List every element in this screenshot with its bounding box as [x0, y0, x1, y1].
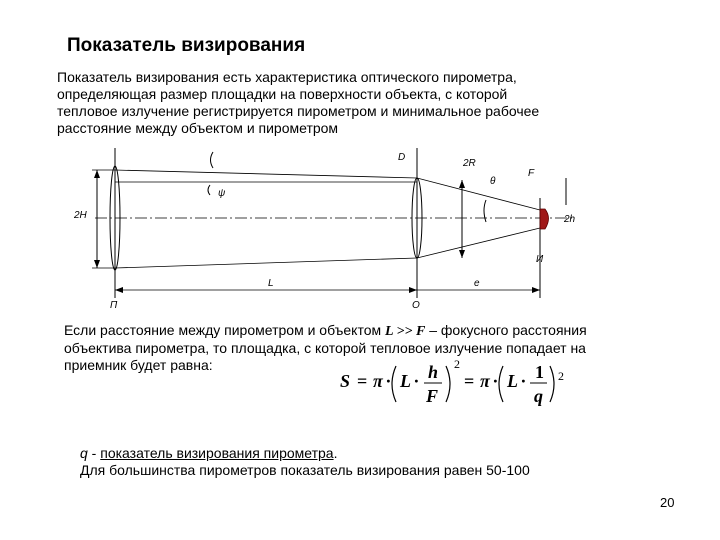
note-line: Для большинства пирометров показатель визирования равен 50-100 [80, 462, 530, 478]
label-2R: 2R [463, 158, 476, 169]
label-psi: ψ [218, 188, 226, 199]
formula-eq: = [464, 371, 475, 391]
dim-arrow [94, 170, 100, 178]
formula-dot: · [386, 371, 391, 391]
formula-dot: · [521, 371, 526, 391]
formula-eq: = [357, 371, 368, 391]
paren-right [550, 366, 554, 402]
condition-line: объектива пирометра, то площадка, с которой тепловое излучение попадает на [64, 340, 586, 356]
label-2H: 2H [74, 210, 87, 221]
paren-left [499, 366, 503, 402]
condition-expr: L >> F [385, 324, 426, 339]
label-2h: 2h [564, 214, 576, 225]
label-F: F [528, 168, 535, 179]
paren-left [392, 366, 396, 402]
intro-line: определяющая размер площадки на поверхности объекта, с которой [57, 86, 508, 102]
angle-arc [211, 152, 214, 168]
paren-right [446, 366, 450, 402]
dim-arrow [115, 287, 123, 293]
q-variable: q [80, 445, 88, 461]
label-L: L [268, 278, 274, 289]
formula-pi: π [373, 371, 383, 391]
formula-L: L [507, 371, 518, 391]
formula-exp: 2 [558, 369, 564, 383]
formula-one: 1 [535, 362, 544, 382]
label-theta: θ [490, 176, 496, 187]
formula-F: F [426, 386, 439, 406]
label-O: О [412, 300, 420, 311]
label-e: е [474, 278, 480, 289]
dim-arrow [459, 250, 465, 258]
angle-arc [208, 185, 210, 195]
theta-arc [484, 200, 486, 222]
slide-title: Показатель визирования [67, 35, 306, 56]
q-definition-link[interactable]: показатель визирования пирометра [100, 445, 334, 461]
intro-line: тепловое излучение регистрируется пирометром и минимальное рабочее [57, 103, 540, 119]
label-P: П [110, 300, 118, 311]
area-formula [330, 352, 570, 412]
formula-dot: · [493, 371, 498, 391]
q-dash: - [87, 445, 101, 461]
condition-rest: – фокусного расстояния [425, 322, 587, 338]
condition-line [64, 322, 674, 340]
formula-L: L [400, 371, 411, 391]
dim-arrow [532, 287, 540, 293]
formula-q: q [534, 386, 543, 406]
q-period: . [333, 445, 338, 461]
formula-dot: · [414, 371, 419, 391]
dim-arrow [459, 180, 465, 188]
formula-S: S [340, 371, 351, 391]
dim-arrow [94, 260, 100, 268]
field-ray [115, 170, 417, 178]
formula-exp: 2 [454, 357, 460, 371]
receiver-element [540, 209, 549, 229]
formula-h: h [428, 362, 439, 382]
field-ray [115, 258, 417, 268]
page-number: 20 [660, 495, 675, 510]
intro-line: расстояние между объектом и пирометром [57, 120, 339, 136]
label-I: И [536, 254, 544, 265]
condition-line: приемник будет равна: [64, 357, 213, 373]
note-block [80, 445, 640, 479]
label-D: D [398, 152, 406, 163]
cone-ray [417, 228, 540, 258]
formula-pi: π [480, 371, 490, 391]
note-line [80, 445, 640, 462]
condition-prefix: Если расстояние между пирометром и объектом [64, 322, 386, 338]
intro-line: Показатель визирования есть характеристика оптического пирометра, [57, 69, 517, 85]
dim-arrow [409, 287, 417, 293]
cone-ray [417, 178, 540, 210]
